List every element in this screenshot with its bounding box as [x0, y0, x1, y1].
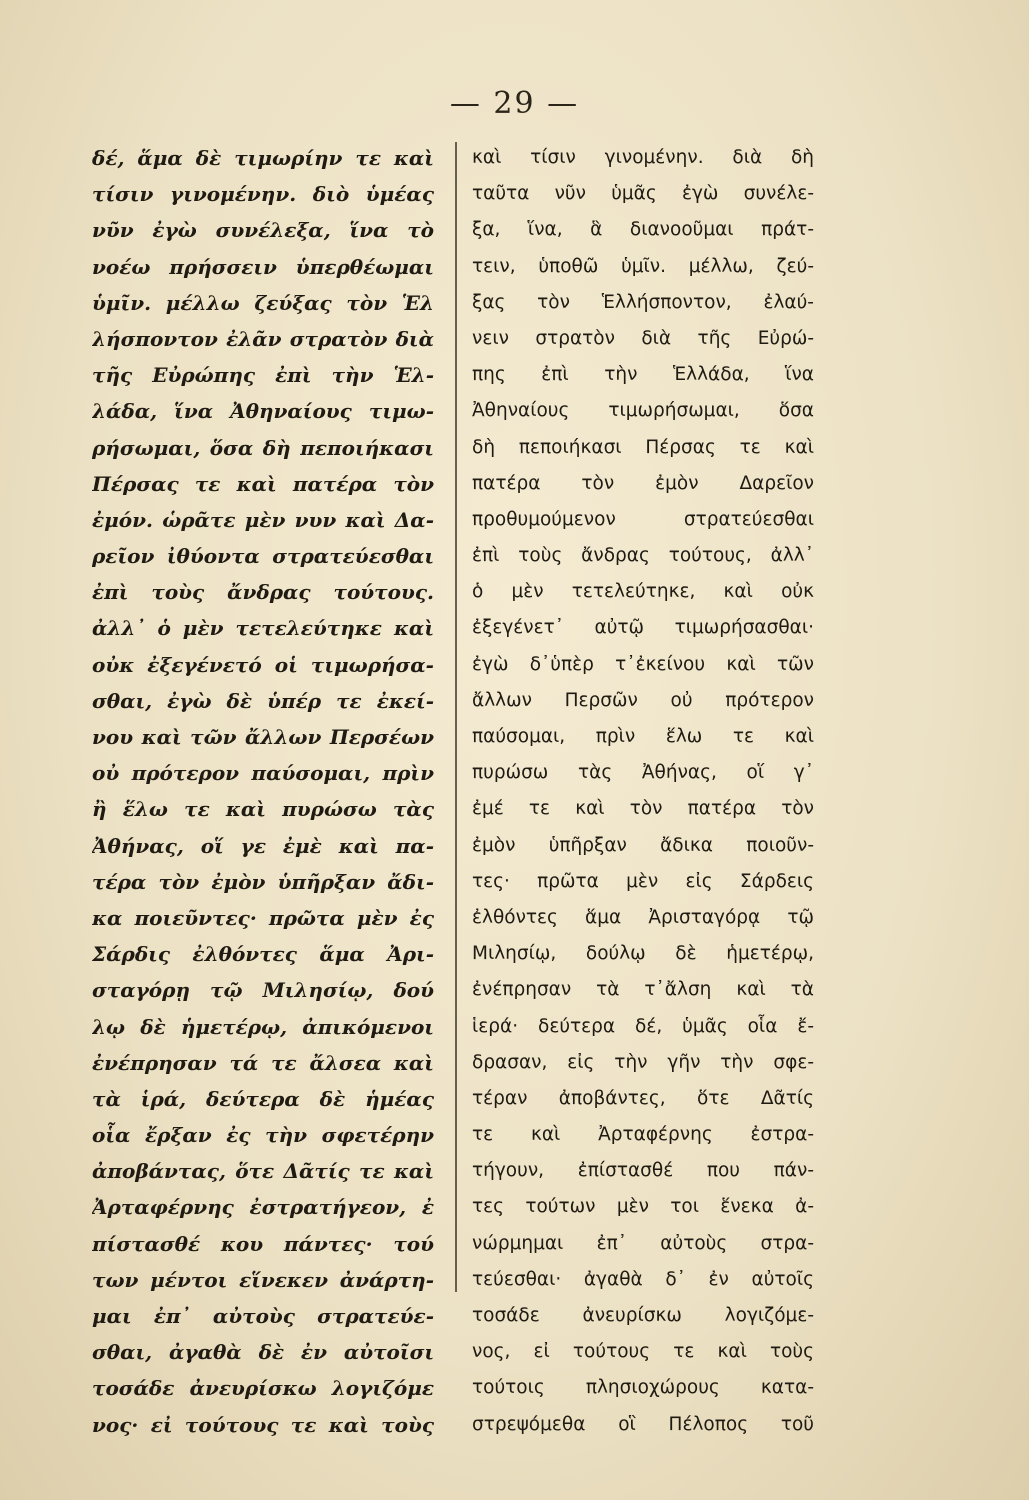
- text-line: ἐλθόντες ἅμα Ἀρισταγόρᾳ τῷ: [472, 906, 814, 928]
- text-line: ταῦτα νῦν ὑμᾶς ἐγὼ συνέλε-: [472, 183, 814, 205]
- text-line: τέραν ἀποβάντες, ὅτε Δᾶτίς: [472, 1087, 814, 1109]
- text-line: τούτοις πλησιοχώρους κατα-: [472, 1377, 814, 1399]
- text-line: ξας τὸν Ἑλλήσποντον, ἐλαύ-: [472, 291, 814, 313]
- text-line: τῆς Εὐρώπης ἐπὶ τὴν Ἑλ-: [92, 363, 434, 388]
- text-line: νώρμημαι ἐπ᾽ αὐτοὺς στρα-: [472, 1232, 814, 1254]
- text-line: σταγόρῃ τῷ Μιλησίῳ, δού: [92, 978, 434, 1003]
- text-line: ἢ ἕλω τε καὶ πυρώσω τὰς: [92, 797, 434, 822]
- text-line: τες τούτων μὲν τοι ἕνεκα ἀ-: [472, 1196, 814, 1218]
- text-line: ρήσωμαι, ὅσα δὴ πεποιήκασι: [92, 435, 434, 460]
- text-line: λήσποντον ἐλᾶν στρατὸν διὰ: [92, 326, 434, 351]
- text-line: Μιλησίῳ, δούλῳ δὲ ἡμετέρῳ,: [472, 943, 814, 965]
- text-line: τίσιν γινομένην. διὸ ὑμέας: [92, 182, 434, 207]
- text-line: ἀποβάντας, ὅτε Δᾶτίς τε καὶ: [92, 1159, 434, 1184]
- text-line: τειν, ὑποθῶ ὑμῖν. μέλλω, ζεύ-: [472, 255, 814, 277]
- text-line: Πέρσας τε καὶ πατέρα τὸν: [92, 471, 434, 496]
- text-line: μαι ἐπ᾽ αὐτοὺς στρατεύε-: [92, 1304, 434, 1328]
- text-line: ρεῖον ἰθύοντα στρατεύεσθαι: [92, 544, 434, 569]
- text-line: σθαι, ἀγαθὰ δὲ ἐν αὐτοῖσι: [92, 1340, 434, 1365]
- text-line: νειν στρατὸν διὰ τῆς Εὐρώ-: [472, 327, 814, 349]
- text-line: λῳ δὲ ἡμετέρῳ, ἀπικόμενοι: [92, 1014, 434, 1039]
- text-line: νῦν ἐγὼ συνέλεξα, ἵνα τὸ: [92, 218, 434, 243]
- text-line: ἐπὶ τοὺς ἄνδρας τούτους, ἀλλ᾽: [472, 545, 814, 567]
- text-line: τοσάδε ἀνευρίσκω λογιζόμε-: [472, 1305, 814, 1326]
- text-line: τοσάδε ἀνευρίσκω λογιζόμε: [92, 1376, 434, 1401]
- text-line: πης ἐπὶ τὴν Ἑλλάδα, ἵνα: [472, 364, 814, 386]
- text-line: ξα, ἵνα, ἃ διανοοῦμαι πράτ-: [472, 219, 814, 241]
- page-number: — 29 —: [449, 86, 580, 121]
- text-line: Ἀθηναίους τιμωρήσωμαι, ὅσα: [472, 400, 814, 422]
- text-line: οἷα ἔρξαν ἐς τὴν σφετέρην: [92, 1123, 434, 1148]
- text-line: ἐξεγένετ᾽ αὐτῷ τιμωρήσασθαι·: [472, 617, 814, 639]
- text-line: ὁ μὲν τετελεύτηκε, καὶ οὐκ: [472, 581, 814, 603]
- text-line: καὶ τίσιν γινομένην. διὰ δὴ: [472, 147, 814, 168]
- text-line: τεύεσθαι· ἀγαθὰ δ᾽ ἐν αὐτοῖς: [472, 1268, 814, 1290]
- text-line: δρασαν, εἰς τὴν γῆν τὴν σφε-: [472, 1051, 814, 1073]
- text-line: ἐγὼ δ᾽ὑπὲρ τ᾽ἐκείνου καὶ τῶν: [472, 653, 814, 675]
- text-line: δέ, ἅμα δὲ τιμωρίην τε καὶ: [92, 146, 434, 170]
- text-line: ἐμὸν ὑπῆρξαν ἄδικα ποιοῦν-: [472, 834, 814, 856]
- text-line: πατέρα τὸν ἐμὸν Δαρεῖον: [472, 472, 814, 494]
- text-line: δὴ πεποιήκασι Πέρσας τε καὶ: [472, 436, 814, 458]
- text-line: στρεψόμεθα οἳ Πέλοπος τοῦ: [472, 1413, 814, 1435]
- text-line: ἐνέπρησαν τὰ τ᾽ἄλση καὶ τὰ: [472, 979, 814, 1001]
- text-line: προθυμούμενον στρατεύεσθαι: [472, 508, 814, 530]
- text-line: οὐκ ἐξεγένετό οἱ τιμωρήσα-: [92, 652, 434, 677]
- text-line: παύσομαι, πρὶν ἕλω τε καὶ: [472, 726, 814, 747]
- text-line: ἄλλων Περσῶν οὐ πρότερον: [472, 689, 814, 711]
- text-line: ἐμόν. ὡρᾶτε μὲν νυν καὶ Δα-: [92, 507, 434, 532]
- text-line: νου καὶ τῶν ἄλλων Περσέων: [92, 725, 434, 749]
- right-column-greek-translation: [472, 140, 814, 1443]
- text-line: κα ποιεῦντες· πρῶτα μὲν ἐς: [92, 905, 434, 930]
- text-line: νος, εἰ τούτους τε καὶ τοὺς: [472, 1341, 814, 1363]
- text-line: τέρα τὸν ἐμὸν ὑπῆρξαν ἄδι-: [92, 869, 434, 894]
- text-line: πίστασθέ κου πάντες· τού: [92, 1231, 434, 1256]
- text-line: τήγουν, ἐπίστασθέ που πάν-: [472, 1160, 814, 1182]
- text-line: πυρώσω τὰς Ἀθήνας, οἵ γ᾽: [472, 762, 814, 784]
- text-line: ἐνέπρησαν τά τε ἄλσεα καὶ: [92, 1050, 434, 1075]
- text-line: σθαι, ἐγὼ δὲ ὑπέρ τε ἐκεί-: [92, 688, 434, 713]
- text-line: ἐπὶ τοὺς ἄνδρας τούτους.: [92, 580, 434, 605]
- text-line: τε καὶ Ἀρταφέρνης ἐστρα-: [472, 1124, 814, 1146]
- text-line: Ἀθήνας, οἵ γε ἐμὲ καὶ πα-: [92, 833, 434, 858]
- text-line: νος· εἰ τούτους τε καὶ τοὺς: [92, 1412, 434, 1437]
- text-line: ἱερά· δεύτερα δέ, ὑμᾶς οἷα ἔ-: [472, 1015, 814, 1037]
- text-line: Ἀρταφέρνης ἐστρατήγεον, ἐ: [92, 1195, 434, 1220]
- text-line: ὑμῖν. μέλλω ζεύξας τὸν Ἑλ: [92, 290, 434, 315]
- text-line: λάδα, ἵνα Ἀθηναίους τιμω-: [92, 399, 434, 424]
- text-line: ἐμέ τε καὶ τὸν πατέρα τὸν: [472, 798, 814, 820]
- text-line: των μέντοι εἵνεκεν ἀνάρτη-: [92, 1267, 434, 1292]
- left-column-greek-original: [92, 140, 434, 1443]
- text-line: τες· πρῶτα μὲν εἰς Σάρδεις: [472, 870, 814, 892]
- text-line: νοέω πρήσσειν ὑπερθέωμαι: [92, 254, 434, 279]
- column-divider: [455, 142, 457, 1292]
- text-line: Σάρδις ἐλθόντες ἅμα Ἀρι-: [92, 942, 434, 967]
- text-line: ἀλλ᾽ ὁ μὲν τετελεύτηκε καὶ: [92, 616, 434, 641]
- text-line: οὐ πρότερον παύσομαι, πρὶν: [92, 761, 434, 786]
- text-line: τὰ ἱρά, δεύτερα δὲ ἡμέας: [92, 1086, 434, 1111]
